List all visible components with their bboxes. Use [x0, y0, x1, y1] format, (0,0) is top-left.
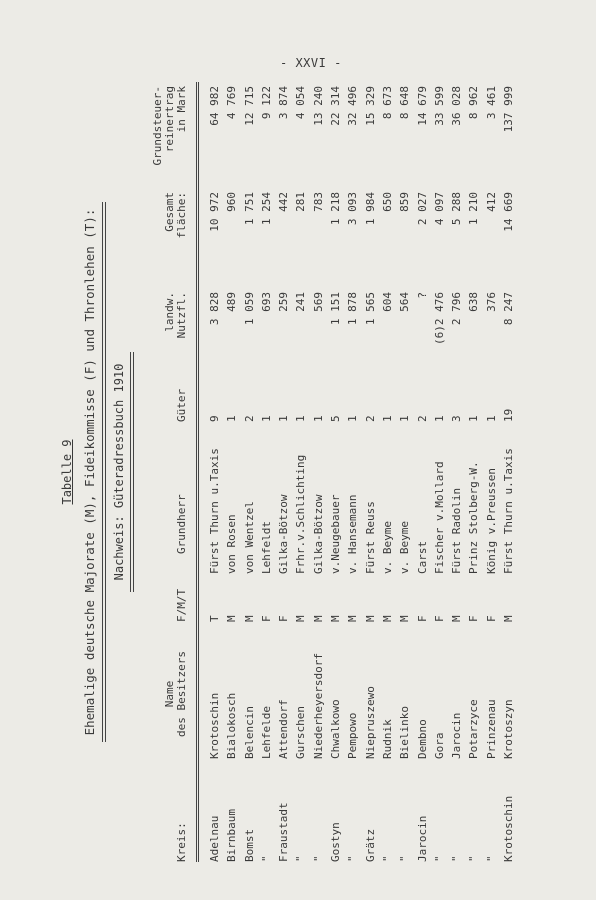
- cell-steuer: 3 874: [277, 86, 291, 120]
- table-row: [258, 82, 275, 862]
- table-row: [448, 82, 465, 862]
- header-name: Name des Besitzers: [163, 650, 188, 738]
- cell-grundherr: Fischer v.Mollard: [432, 461, 446, 574]
- cell-fmt: M: [311, 615, 325, 622]
- cell-landw: 1 059: [242, 292, 256, 326]
- cell-gesamt: 442: [277, 192, 291, 212]
- table-row: [500, 82, 517, 862]
- title-rule-double: [105, 202, 106, 742]
- cell-fmt: M: [502, 615, 516, 622]
- cell-kreis: Fraustadt: [277, 802, 291, 862]
- cell-landw: ?: [415, 292, 429, 299]
- cell-steuer: 13 240: [311, 86, 325, 126]
- cell-steuer: 8 962: [467, 86, 481, 120]
- cell-gueter: 19: [502, 408, 516, 422]
- cell-landw: 2 796: [450, 292, 464, 326]
- header-gueter: Güter: [175, 388, 188, 422]
- cell-gueter: 1: [311, 415, 325, 422]
- cell-name: Potarzyce: [467, 699, 481, 759]
- cell-gueter: 1: [467, 415, 481, 422]
- cell-grundherr: König v.Preussen: [484, 468, 498, 574]
- cell-grundherr: Lehfeldt: [259, 521, 273, 574]
- page-number: - XXVI -: [280, 56, 342, 70]
- cell-gesamt: 650: [380, 192, 394, 212]
- cell-steuer: 9 122: [259, 86, 273, 120]
- cell-gueter: 1: [277, 415, 291, 422]
- cell-landw: 489: [225, 292, 239, 312]
- cell-gueter: 1: [225, 415, 239, 422]
- cell-grundherr: v.Neugebauer: [329, 494, 343, 574]
- cell-gueter: 1: [432, 415, 446, 422]
- cell-landw: 3 828: [208, 292, 221, 326]
- cell-landw: 376: [484, 292, 498, 312]
- cell-grundherr: v. Hansemann: [346, 494, 360, 574]
- cell-landw: (6)2 476: [432, 292, 446, 345]
- table-row: [396, 82, 413, 862]
- cell-name: Gora: [432, 732, 446, 759]
- cell-steuer: 64 982: [208, 86, 221, 126]
- cell-name: Niederheyersdorf: [311, 653, 325, 759]
- cell-kreis: ": [398, 855, 412, 862]
- table-subtitle: Nachweis: Güteradressbuch 1910: [112, 363, 126, 581]
- cell-grundherr: Fürst Reuss: [363, 501, 377, 574]
- table-row: [206, 82, 223, 862]
- cell-gueter: 2: [415, 415, 429, 422]
- cell-grundherr: Fürst Thurn u.Taxis: [502, 448, 516, 574]
- table-row: [379, 82, 396, 862]
- cell-name: Niepruszewo: [363, 686, 377, 759]
- cell-kreis: ": [259, 855, 273, 862]
- cell-steuer: 4 769: [225, 86, 239, 120]
- cell-landw: 259: [277, 292, 291, 312]
- table-row: [344, 82, 361, 862]
- cell-steuer: 3 461: [484, 86, 498, 120]
- cell-gesamt: 2 027: [415, 192, 429, 226]
- cell-steuer: 15 329: [363, 86, 377, 126]
- cell-landw: 638: [467, 292, 481, 312]
- header-grundherr: Grundherr: [175, 494, 188, 554]
- table-body: [206, 82, 517, 862]
- cell-name: Rudnik: [380, 719, 394, 759]
- cell-name: Krotoschin: [208, 692, 221, 759]
- table-row: [241, 82, 258, 862]
- cell-fmt: M: [225, 615, 239, 622]
- table-row: [223, 82, 240, 862]
- cell-fmt: M: [363, 615, 377, 622]
- cell-fmt: F: [415, 615, 429, 622]
- cell-gueter: 2: [363, 415, 377, 422]
- cell-gesamt: 1 218: [329, 192, 343, 226]
- cell-kreis: Gostyn: [329, 822, 343, 862]
- cell-grundherr: Fürst Thurn u.Taxis: [208, 448, 221, 574]
- cell-kreis: Adelnau: [208, 815, 221, 862]
- cell-landw: 1 151: [329, 292, 343, 326]
- cell-gesamt: 1 984: [363, 192, 377, 226]
- cell-grundherr: Fürst Radolin: [450, 487, 464, 574]
- table-title: Ehemalige deutsche Majorate (M), Fideikommisse (F) und Thronlehen (T):: [82, 208, 97, 736]
- cell-gueter: 1: [380, 415, 394, 422]
- cell-gesamt: 10 972: [208, 192, 221, 232]
- header-fmt: F/M/T: [175, 588, 188, 622]
- cell-grundherr: v. Beyme: [380, 521, 394, 574]
- cell-landw: 1 565: [363, 292, 377, 326]
- table-row: [275, 82, 292, 862]
- cell-name: Dembno: [415, 719, 429, 759]
- cell-fmt: M: [450, 615, 464, 622]
- cell-gueter: 1: [259, 415, 273, 422]
- cell-kreis: ": [467, 855, 481, 862]
- header-gesamt: Gesamt fläche:: [163, 192, 188, 239]
- cell-fmt: F: [484, 615, 498, 622]
- table-row: [483, 82, 500, 862]
- cell-gesamt: 859: [398, 192, 412, 212]
- subtitle-rule: [130, 352, 131, 592]
- cell-name: Bielinko: [398, 706, 412, 759]
- table-row: [327, 82, 344, 862]
- header-rule-double: [198, 82, 199, 862]
- cell-gesamt: 1 751: [242, 192, 256, 226]
- cell-steuer: 14 679: [415, 86, 429, 126]
- cell-fmt: F: [467, 615, 481, 622]
- cell-kreis: ": [294, 855, 308, 862]
- cell-gueter: 5: [329, 415, 343, 422]
- cell-steuer: 32 496: [346, 86, 360, 126]
- cell-steuer: 137 999: [502, 86, 516, 133]
- cell-kreis: ": [346, 855, 360, 862]
- cell-gueter: 1: [294, 415, 308, 422]
- cell-steuer: 36 028: [450, 86, 464, 126]
- cell-fmt: M: [242, 615, 256, 622]
- cell-gesamt: 1 210: [467, 192, 481, 226]
- cell-grundherr: von Rosen: [225, 514, 239, 574]
- table-label: [60, 82, 74, 862]
- cell-name: Gurschen: [294, 706, 308, 759]
- cell-name: Lehfelde: [259, 706, 273, 759]
- cell-grundherr: v. Beyme: [398, 521, 412, 574]
- cell-gueter: 1: [346, 415, 360, 422]
- cell-gesamt: 4 097: [432, 192, 446, 226]
- header-kreis: Kreis:: [175, 822, 188, 862]
- subtitle-rule-double: [133, 352, 134, 592]
- cell-name: Pempowo: [346, 712, 360, 759]
- cell-gueter: 1: [398, 415, 412, 422]
- cell-landw: 604: [380, 292, 394, 312]
- cell-gesamt: 960: [225, 192, 239, 212]
- cell-fmt: M: [329, 615, 343, 622]
- cell-kreis: Birnbaum: [225, 809, 239, 862]
- table-row: [465, 82, 482, 862]
- header-steuer: Grundsteuer- reinertrag in Mark: [151, 86, 188, 166]
- cell-gesamt: 412: [484, 192, 498, 212]
- cell-landw: 241: [294, 292, 308, 312]
- cell-landw: 569: [311, 292, 325, 312]
- rotated-table-page: [60, 82, 590, 862]
- cell-name: Chwalkowo: [329, 699, 343, 759]
- cell-fmt: M: [346, 615, 360, 622]
- cell-fmt: F: [432, 615, 446, 622]
- cell-kreis: Bomst: [242, 828, 256, 862]
- cell-grundherr: Gilka-Bötzow: [277, 494, 291, 574]
- cell-name: Krotoszyn: [502, 699, 516, 759]
- cell-grundherr: Gilka-Bötzow: [311, 494, 325, 574]
- cell-grundherr: Prinz Stolberg-W.: [467, 461, 481, 574]
- cell-gesamt: 3 093: [346, 192, 360, 226]
- table-row: [310, 82, 327, 862]
- cell-gesamt: 1 254: [259, 192, 273, 226]
- cell-grundherr: Carst: [415, 540, 429, 574]
- cell-kreis: Grätz: [363, 828, 377, 862]
- cell-steuer: 4 054: [294, 86, 308, 120]
- table-row: [292, 82, 309, 862]
- cell-gesamt: 14 669: [502, 192, 516, 232]
- cell-landw: 8 247: [502, 292, 516, 326]
- cell-kreis: ": [380, 855, 394, 862]
- cell-kreis: ": [432, 855, 446, 862]
- cell-kreis: ": [484, 855, 498, 862]
- cell-grundherr: Frhr.v.Schlichting: [294, 454, 308, 574]
- cell-steuer: 33 599: [432, 86, 446, 126]
- cell-grundherr: von Wentzel: [242, 501, 256, 574]
- header-rule: [196, 82, 197, 862]
- table-label-text: Tabelle 9: [60, 439, 74, 505]
- cell-steuer: 22 314: [329, 86, 343, 126]
- cell-landw: 693: [259, 292, 273, 312]
- cell-name: Jarocin: [450, 712, 464, 759]
- cell-landw: 1 878: [346, 292, 360, 326]
- cell-steuer: 8 648: [398, 86, 412, 120]
- cell-fmt: M: [380, 615, 394, 622]
- table-header: [144, 82, 192, 862]
- cell-gueter: 3: [450, 415, 464, 422]
- cell-name: Bialokosch: [225, 692, 239, 759]
- cell-steuer: 12 715: [242, 86, 256, 126]
- cell-fmt: F: [277, 615, 291, 622]
- cell-kreis: ": [311, 855, 325, 862]
- cell-fmt: T: [208, 615, 221, 622]
- table-row: [414, 82, 431, 862]
- cell-gueter: 9: [208, 415, 221, 422]
- cell-kreis: ": [450, 855, 464, 862]
- cell-kreis: Jarocin: [415, 815, 429, 862]
- cell-kreis: Krotoschin: [502, 795, 516, 862]
- cell-fmt: M: [294, 615, 308, 622]
- cell-fmt: F: [259, 615, 273, 622]
- cell-gueter: 2: [242, 415, 256, 422]
- cell-name: Attendorf: [277, 699, 291, 759]
- table-row: [362, 82, 379, 862]
- cell-gesamt: 281: [294, 192, 308, 212]
- cell-gesamt: 5 288: [450, 192, 464, 226]
- header-landw: landw. Nutzfl.: [163, 292, 188, 339]
- cell-landw: 564: [398, 292, 412, 312]
- cell-name: Prinzenau: [484, 699, 498, 759]
- cell-name: Belencin: [242, 706, 256, 759]
- cell-steuer: 8 673: [380, 86, 394, 120]
- title-rule: [102, 202, 103, 742]
- cell-gueter: 1: [484, 415, 498, 422]
- cell-fmt: M: [398, 615, 412, 622]
- table-row: [431, 82, 448, 862]
- cell-gesamt: 783: [311, 192, 325, 212]
